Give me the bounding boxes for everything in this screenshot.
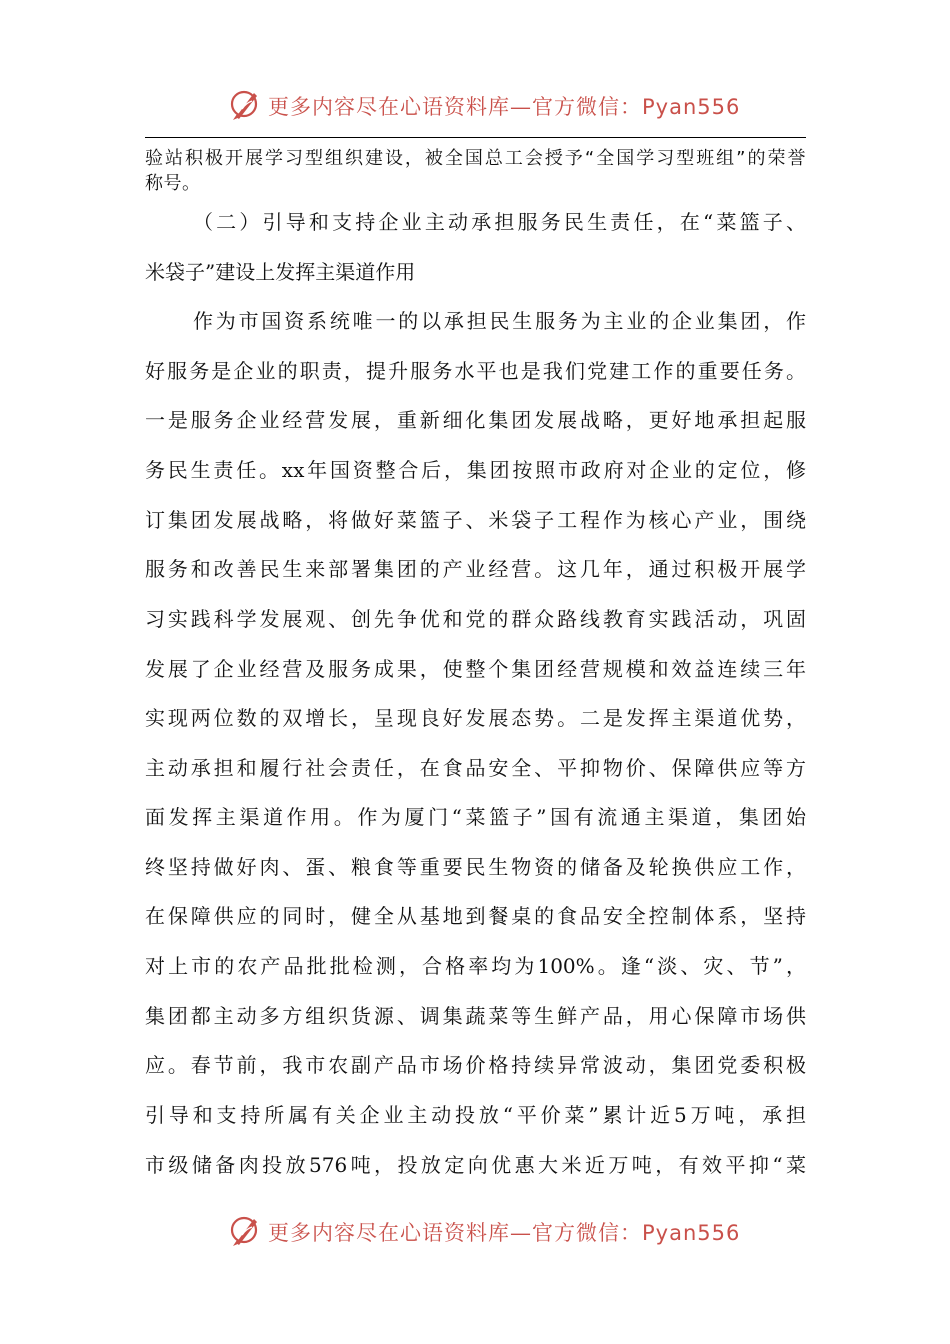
header-banner (0, 85, 950, 125)
pen-logo-icon (228, 1213, 262, 1247)
paragraph-line: 务民生责任。xx年国资整合后，集团按照市政府对企业的定位，修 (145, 458, 806, 482)
paragraph-line: 作为市国资系统唯一的以承担民生服务为主业的企业集团，作 (193, 309, 806, 333)
continuation-line-2: 称号。 (145, 173, 201, 194)
paragraph-line: 集团都主动多方组织货源、调集蔬菜等生鲜产品，用心保障市场供 (145, 1004, 806, 1028)
header-rule (145, 137, 806, 138)
banner-text: 更多内容尽在心语资料库—官方微信：Pyan556 (268, 1221, 741, 1245)
paragraph-line: 好服务是企业的职责，提升服务水平也是我们党建工作的重要任务。 (145, 359, 806, 383)
wechat-id: Pyan556 (642, 1221, 741, 1245)
banner-text: 更多内容尽在心语资料库—官方微信：Pyan556 (268, 95, 741, 119)
paragraph-line: 在保障供应的同时，健全从基地到餐桌的食品安全控制体系，坚持 (145, 904, 806, 928)
paragraph-line: 服务和改善民生来部署集团的产业经营。这几年，通过积极开展学 (145, 557, 806, 581)
footer-banner (0, 1211, 950, 1251)
paragraph-line: 一是服务企业经营发展，重新细化集团发展战略，更好地承担起服 (145, 408, 806, 432)
section-heading-line-1: （二）引导和支持企业主动承担服务民生责任，在“菜篮子、 (193, 210, 806, 234)
paragraph-line: 应。春节前，我市农副产品市场价格持续异常波动，集团党委积极 (145, 1053, 806, 1077)
paragraph-line: 习实践科学发展观、创先争优和党的群众路线教育实践活动，巩固 (145, 607, 806, 631)
paragraph-line: 实现两位数的双增长，呈现良好发展态势。二是发挥主渠道优势， (145, 706, 806, 730)
paragraph-line: 对上市的农产品批批检测，合格率均为100%。逢“淡、灾、节”， (145, 954, 806, 978)
paragraph-line: 订集团发展战略，将做好菜篮子、米袋子工程作为核心产业，围绕 (145, 508, 806, 532)
paragraph-line: 主动承担和履行社会责任，在食品安全、平抑物价、保障供应等方 (145, 756, 806, 780)
wechat-id: Pyan556 (642, 95, 741, 119)
paragraph-line: 面发挥主渠道作用。作为厦门“菜篮子”国有流通主渠道，集团始 (145, 805, 806, 829)
pen-logo-icon (228, 87, 262, 121)
paragraph-line: 发展了企业经营及服务成果，使整个集团经营规模和效益连续三年 (145, 657, 806, 681)
section-heading-line-2: 米袋子”建设上发挥主渠道作用 (145, 260, 416, 284)
continuation-line-1: 验站积极开展学习型组织建设，被全国总工会授予“全国学习型班组”的荣誉 (145, 148, 806, 169)
paragraph-line: 市级储备肉投放576吨，投放定向优惠大米近万吨，有效平抑“菜 (145, 1153, 806, 1177)
paragraph-line: 引导和支持所属有关企业主动投放“平价菜”累计近5万吨，承担 (145, 1103, 806, 1127)
paragraph-line: 终坚持做好肉、蛋、粮食等重要民生物资的储备及轮换供应工作， (145, 855, 806, 879)
